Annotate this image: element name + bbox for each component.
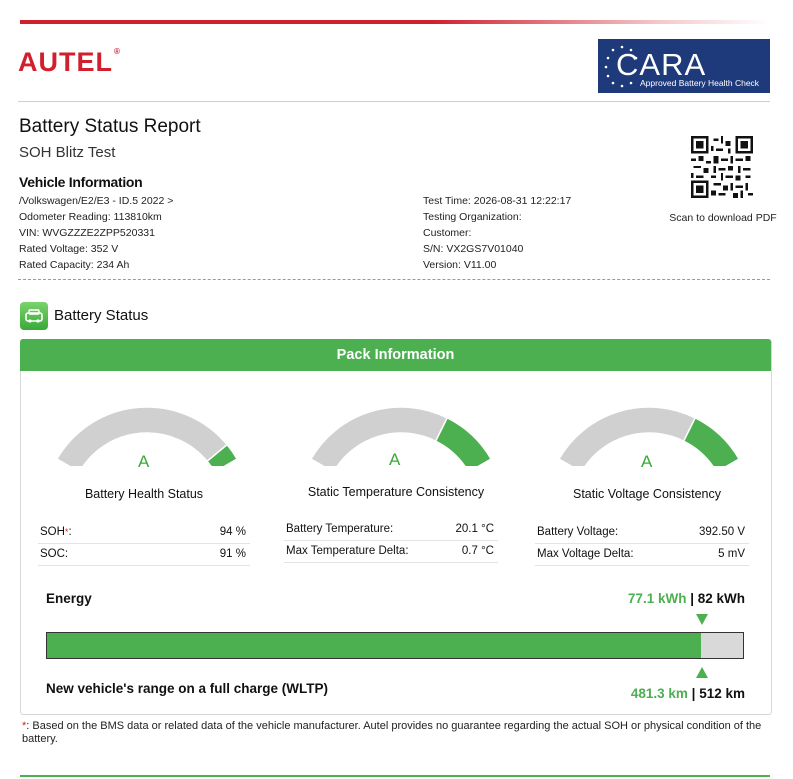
cara-badge-subtitle: Approved Battery Health Check [640, 78, 760, 88]
cara-badge-title: CARA [616, 47, 707, 82]
battery-voltage-label: Battery Voltage: [537, 526, 619, 538]
range-current: 481.3 km [630, 686, 688, 701]
header-accent-bar [20, 20, 770, 24]
energy-separator: | [686, 591, 698, 606]
car-battery-icon [20, 302, 48, 330]
qr-code-icon[interactable] [691, 136, 753, 198]
range-value [560, 686, 745, 701]
gauge-level [436, 418, 491, 466]
vehicle-model: /Volkswagen/E2/E3 - ID.5 2022 > [19, 195, 174, 207]
battery-status-icon [20, 302, 48, 330]
max-temperature-delta-value: 0.7 °C [461, 545, 494, 557]
range-separator: | [687, 686, 700, 701]
battery-temperature-label: Battery Temperature: [286, 523, 394, 535]
cara-badge [598, 39, 770, 93]
next-section-bar [20, 775, 770, 777]
energy-value [560, 591, 745, 606]
soh-note-mark: * [64, 527, 69, 537]
gauge-level [684, 418, 739, 466]
temperature-consistency-grade: A [389, 450, 401, 469]
battery-temperature-value: 20.1 °C [455, 523, 494, 535]
soc-value: 91 % [219, 548, 246, 560]
range-total: 512 km [699, 686, 745, 701]
soh-label: SOH [40, 526, 65, 538]
energy-bar [46, 632, 744, 659]
battery-temperature-row [284, 518, 498, 541]
energy-total: 82 kWh [697, 591, 745, 606]
voltage-consistency-grade: A [641, 452, 653, 471]
autel-logo: AUTEL® [18, 47, 121, 77]
energy-label: Energy [46, 591, 92, 606]
gauge-track [559, 407, 695, 466]
odometer-reading: Odometer Reading: 113810km [19, 211, 162, 223]
range-marker-icon [696, 667, 708, 678]
vin: VIN: WVGZZZE2ZPP520331 [19, 227, 155, 239]
temperature-consistency-label: Static Temperature Consistency [307, 485, 485, 499]
soh-value: 94 % [219, 526, 246, 538]
soh-row: SOH*: 94 % [38, 521, 250, 544]
serial-number: S/N: VX2GS7V01040 [423, 243, 524, 255]
pack-information-title: Pack Information [20, 339, 771, 371]
energy-bar-fill [47, 633, 701, 658]
rated-voltage: Rated Voltage: 352 V [19, 243, 119, 255]
software-version: Version: V11.00 [423, 259, 497, 271]
battery-status-heading: Battery Status [54, 307, 149, 324]
energy-marker-icon [696, 614, 708, 625]
soc-row [38, 543, 250, 566]
divider [18, 101, 770, 102]
energy-current: 77.1 kWh [627, 591, 687, 606]
qr-caption: Scan to download PDF [669, 212, 777, 224]
max-temperature-delta-row [284, 540, 498, 563]
battery-voltage-value: 392.50 V [698, 526, 745, 538]
test-time: Test Time: 2026-08-31 12:22:17 [423, 195, 572, 207]
rated-capacity: Rated Capacity: 234 Ah [19, 259, 130, 271]
max-voltage-delta-row [535, 543, 749, 566]
battery-health-grade: A [138, 452, 150, 471]
customer: Customer: [423, 227, 472, 239]
max-temperature-delta-label: Max Temperature Delta: [286, 545, 409, 557]
vehicle-info-heading: Vehicle Information [19, 174, 143, 190]
footnote-text: : Based on the BMS data or related data of the vehicle manufacturer. Autel provides no guarantee regarding the actual SOH or physical condition of the battery. [22, 720, 762, 745]
max-voltage-delta-label: Max Voltage Delta: [537, 548, 634, 560]
battery-voltage-row [535, 521, 749, 544]
battery-health-label: Battery Health Status [84, 487, 204, 501]
dashed-divider [18, 279, 770, 280]
footnote-mark: * [22, 720, 27, 732]
soc-label: SOC: [40, 548, 69, 560]
gauge-track [311, 407, 447, 466]
testing-organization: Testing Organization: [423, 211, 522, 223]
temperature-consistency-gauge [286, 386, 516, 466]
range-label: New vehicle's range on a full charge (WLTP) [46, 681, 329, 696]
footnote [22, 720, 767, 746]
report-title: Battery Status Report [19, 116, 201, 137]
max-voltage-delta-value: 5 mV [718, 548, 745, 560]
voltage-consistency-label: Static Voltage Consistency [573, 487, 721, 501]
report-subtitle: SOH Blitz Test [19, 144, 116, 161]
